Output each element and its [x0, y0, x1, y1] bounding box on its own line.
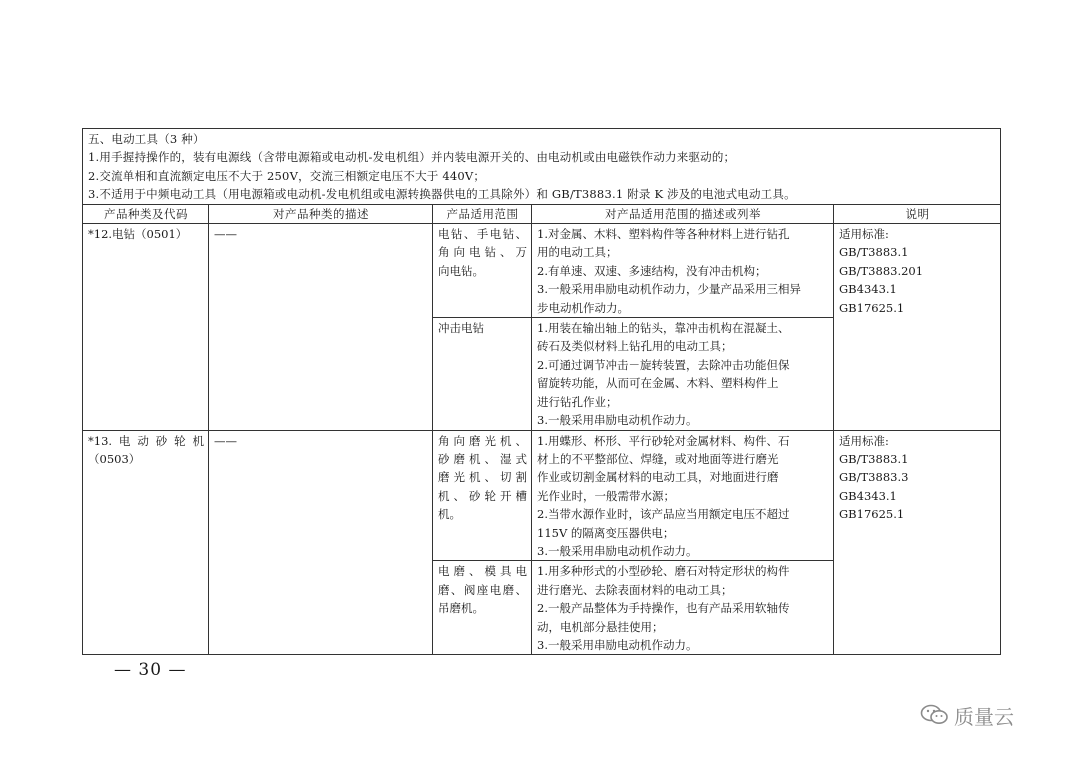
page-number: — 30 —	[114, 660, 187, 680]
wechat-icon	[920, 703, 950, 727]
scope-detail-line: 材上的不平整部位、焊缝，或对地面等进行磨光	[537, 451, 779, 466]
note-cell-line: GB4343.1	[839, 488, 897, 503]
scope-detail	[532, 430, 834, 561]
scope-detail-line: 2.有单速、双速、多速结构，没有冲击机构；	[537, 263, 767, 278]
scope-range-line: 冲击电钻	[438, 321, 484, 336]
note-cell-line: GB/T3883.1	[839, 245, 909, 260]
scope-detail-line: 1.用蝶形、杯形、平行砂轮对金属材料、构件、石	[537, 433, 790, 448]
scope-range	[433, 318, 532, 430]
watermark-text: 质量云	[954, 704, 1014, 729]
note-cell-line: GB/T3883.3	[839, 470, 909, 485]
watermark	[920, 700, 1014, 730]
scope-detail-line: 2.一般产品整体为手持操作，也有产品采用软轴传	[537, 601, 790, 616]
note-cell-line: GB17625.1	[839, 507, 905, 522]
scope-range-line: 角向磨光机、	[438, 433, 527, 448]
scope-range-line: 向电钻。	[438, 263, 484, 278]
intro-line: 五、电动工具（3 种）	[88, 132, 205, 146]
product-name-line: *13.电动砂轮机	[88, 433, 204, 448]
note-cell-line: 适用标准:	[839, 433, 889, 448]
scope-range-line: 磨光机、切割	[438, 470, 527, 485]
scope-detail-line: 2.当带水源作业时，该产品应当用额定电压不超过	[537, 507, 790, 522]
table-row	[83, 430, 1001, 561]
intro-line: 1.用手握持操作的，装有电源线（含带电源箱或电动机-发电机组）并内装电源开关的、由电动机或由电磁铁作动力来驱动的；	[88, 150, 736, 165]
scope-detail-line: 3.一般采用串励电动机作动力。	[537, 637, 698, 652]
scope-detail-line: 1.用装在输出轴上的钻头，靠冲击机构在混凝土、	[537, 321, 790, 336]
scope-detail-line: 3.一般采用串励电动机作动力。	[537, 413, 698, 428]
product-name-line: （0503）	[88, 451, 141, 466]
scope-range	[433, 561, 532, 655]
scope-range-line: 电钻、手电钻、	[438, 227, 527, 242]
header-cell: 对产品种类的描述	[209, 204, 433, 223]
product-name	[83, 224, 209, 430]
scope-detail-line: 2.可通过调节冲击－旋转装置，去除冲击功能但保	[537, 357, 790, 372]
scope-range	[433, 430, 532, 561]
scope-detail-line: 进行磨光、去除表面材料的电动工具；	[537, 582, 733, 597]
product-table	[82, 128, 1001, 655]
product-name-line: *12.电钻（0501）	[88, 227, 188, 242]
scope-range-line: 砂磨机、湿式	[438, 451, 527, 466]
scope-detail-line: 砖石及类似材料上钻孔用的电动工具；	[537, 339, 733, 354]
scope-detail	[532, 224, 834, 318]
note-cell-line: 适用标准:	[839, 227, 889, 242]
intro-row	[83, 129, 1001, 205]
scope-detail-line: 1.用多种形式的小型砂轮、磨石对特定形状的构件	[537, 564, 790, 579]
scope-detail-line: 动，电机部分悬挂使用；	[537, 619, 664, 634]
note-cell-line: GB/T3883.201	[839, 263, 924, 278]
scope-detail-line: 光作业时，一般需带水源；	[537, 488, 675, 503]
intro-line: 3.不适用于中频电动工具（用电源箱或电动机-发电机组或电源转换器供电的工具除外）和 GB/T3883.1 附录 K 涉及的电池式电动工具。	[88, 187, 796, 202]
scope-detail-line: 步电动机作动力。	[537, 300, 629, 315]
note-cell-line: GB4343.1	[839, 282, 897, 297]
scope-detail-line: 留旋转功能，从而可在金属、木料、塑料构件上	[537, 376, 779, 391]
header-cell: 产品适用范围	[433, 204, 532, 223]
scope-range-line: 机、砂轮开槽	[438, 488, 527, 503]
scope-detail	[532, 318, 834, 430]
product-name	[83, 430, 209, 655]
scope-range-line: 角向电钻、万	[438, 245, 527, 260]
scope-detail-line: 3.一般采用串励电动机作动力。	[537, 543, 698, 558]
scope-detail-line: 1.对金属、木料、塑料构件等各种材料上进行钻孔	[537, 227, 790, 242]
scope-detail	[532, 561, 834, 655]
product-description: ——	[209, 224, 433, 430]
header-row	[83, 204, 1001, 223]
note-cell	[834, 430, 1001, 655]
product-description: ——	[209, 430, 433, 655]
header-cell: 对产品适用范围的描述或列举	[532, 204, 834, 223]
note-cell-line: GB17625.1	[839, 300, 905, 315]
header-cell: 说明	[834, 204, 1001, 223]
scope-range-line: 磨、阀座电磨、	[438, 582, 527, 597]
scope-detail-line: 115V 的隔离变压器供电；	[537, 525, 675, 540]
scope-detail-line: 作业或切割金属材料的电动工具，对地面进行磨	[537, 470, 779, 485]
scope-detail-line: 进行钻孔作业；	[537, 394, 618, 409]
scope-range-line: 吊磨机。	[438, 601, 484, 616]
scope-range	[433, 224, 532, 318]
header-cell: 产品种类及代码	[83, 204, 209, 223]
intro-line: 2.交流单相和直流额定电压不大于 250V，交流三相额定电压不大于 440V；	[88, 168, 486, 183]
intro-cell	[83, 129, 1001, 205]
scope-detail-line: 3.一般采用串励电动机作动力，少量产品采用三相异	[537, 282, 801, 297]
table-row	[83, 224, 1001, 318]
scope-detail-line: 用的电动工具；	[537, 245, 618, 260]
scope-range-line: 机。	[438, 507, 461, 522]
scope-range-line: 电磨、模具电	[438, 564, 527, 579]
note-cell	[834, 224, 1001, 430]
note-cell-line: GB/T3883.1	[839, 451, 909, 466]
